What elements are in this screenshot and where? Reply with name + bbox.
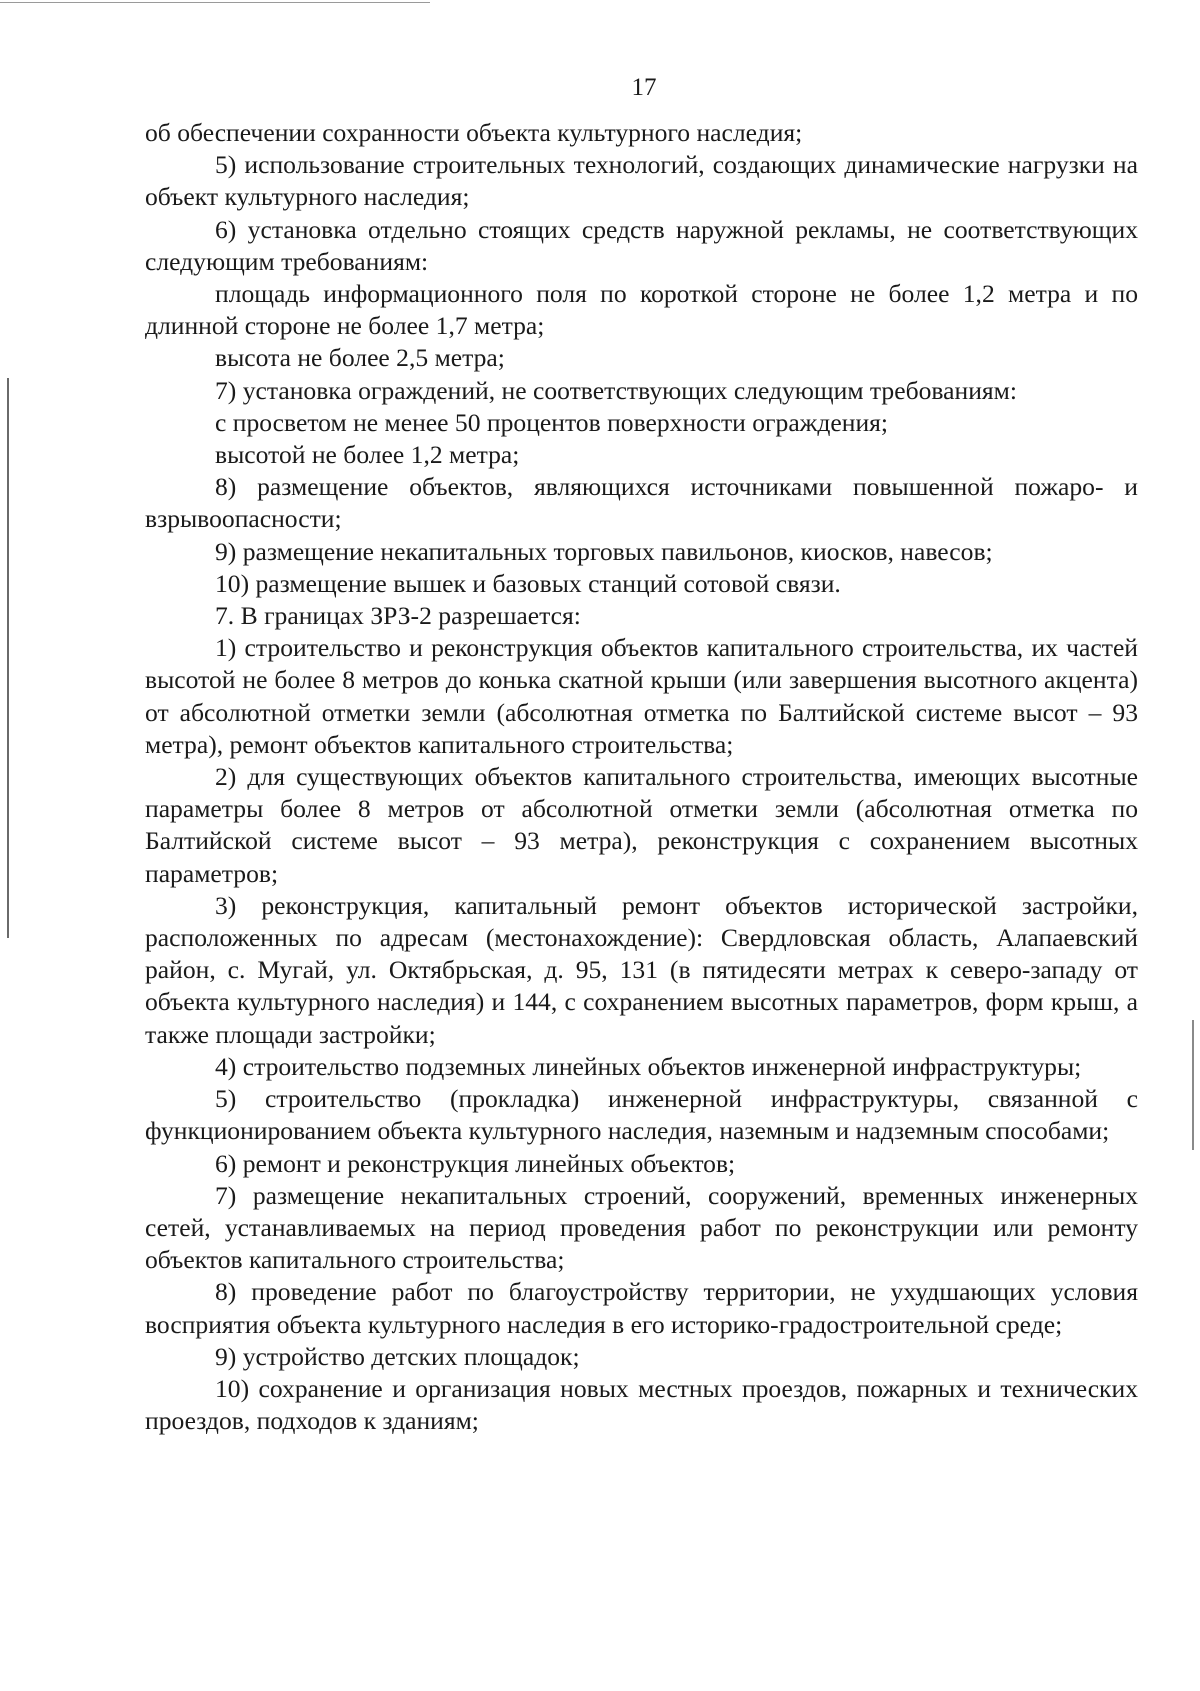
- paragraph: 10) размещение вышек и базовых станций сотовой связи.: [215, 568, 841, 598]
- paragraph: 2) для существующих объектов капитального строительства, имеющих высотные параметры более 8 метров от абсолютной отметки земли (абсолютная отметка по Балтийской системе высот – 93 метра), реконструкция с сохранением высотных параметров;: [145, 762, 1138, 888]
- paragraph: об обеспечении сохранности объекта культурного наследия;: [145, 118, 803, 147]
- document-body: [145, 117, 1138, 1437]
- paragraph: 4) строительство подземных линейных объектов инженерной инфраструктуры;: [215, 1051, 1082, 1081]
- scan-artifact-left-line: [7, 378, 9, 938]
- paragraph: 8) проведение работ по благоустройству территории, не ухудшающих условия восприятия объекта культурного наследия в его историко-градостроительной среде;: [145, 1277, 1138, 1339]
- scan-artifact-top-line: [0, 2, 430, 3]
- paragraph: 10) сохранение и организация новых местных проездов, пожарных и технических проездов, подходов к зданиям;: [145, 1373, 1138, 1436]
- paragraph: 8) размещение объектов, являющихся источниками повышенной пожаро- и взрывоопасности;: [145, 472, 1138, 534]
- paragraph: площадь информационного поля по короткой стороне не более 1,2 метра и по длинной стороне не более 1,7 метра;: [145, 279, 1138, 341]
- paragraph: высотой не более 1,2 метра;: [215, 440, 520, 470]
- paragraph: 1) строительство и реконструкция объектов капитального строительства, их частей высотой не более 8 метров до конька скатной крыши (или завершения высотного акцента) от абсолютной отметки земли (абсолютная отметка по Балтийской системе высот – 93 метра), ремонт объектов капитального строительства;: [145, 633, 1138, 759]
- paragraph: 9) размещение некапитальных торговых павильонов, киосков, навесов;: [215, 536, 993, 566]
- paragraph: высота не более 2,5 метра;: [215, 343, 505, 373]
- scan-artifact-right-line: [1192, 1020, 1194, 1150]
- paragraph: 7) установка ограждений, не соответствующих следующим требованиям:: [215, 375, 1017, 405]
- section-heading: 7. В границах ЗРЗ-2 разрешается:: [215, 601, 581, 631]
- page-number: 17: [631, 74, 657, 101]
- paragraph: 7) размещение некапитальных строений, сооружений, временных инженерных сетей, устанавливаемых на период проведения работ по реконструкции или ремонту объектов капитального строительства;: [145, 1180, 1138, 1275]
- paragraph: 6) установка отдельно стоящих средств наружной рекламы, не соответствующих следующим требованиям:: [145, 214, 1138, 276]
- paragraph: 5) строительство (прокладка) инженерной инфраструктуры, связанной с функционированием объекта культурного наследия, наземным и надземным способами;: [145, 1084, 1138, 1146]
- paragraph: 9) устройство детских площадок;: [215, 1341, 580, 1371]
- paragraph: с просветом не менее 50 процентов поверхности ограждения;: [215, 407, 889, 437]
- paragraph: 5) использование строительных технологий, создающих динамические нагрузки на объект культурного наследия;: [145, 150, 1138, 212]
- paragraph: 6) ремонт и реконструкция линейных объектов;: [215, 1148, 736, 1178]
- paragraph: 3) реконструкция, капитальный ремонт объектов исторической застройки, расположенных по адресам (местонахождение): Свердловская область, Алапаевский район, с. Мугай, ул. Октябрьская, д. 95, 131 (в пятидесяти метрах к северо-западу от объекта культурного наследия) и 144, с сохранением высотных параметров, форм крыш, а также площади застройки;: [145, 890, 1138, 1049]
